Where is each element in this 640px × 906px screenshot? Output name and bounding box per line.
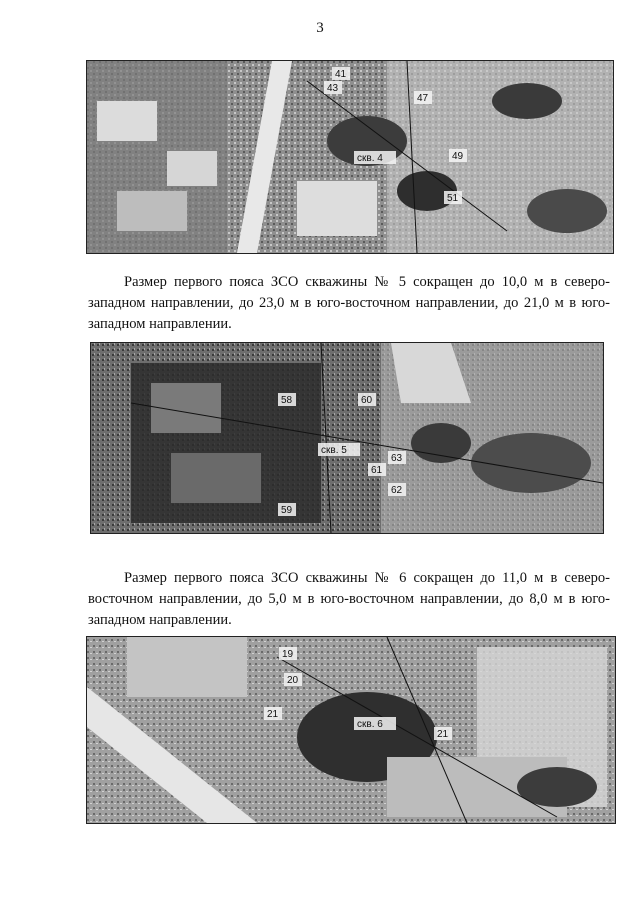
map-label xyxy=(284,673,302,686)
svg-text:скв. 4: скв. 4 xyxy=(357,153,383,164)
map-label xyxy=(279,647,297,660)
map-label xyxy=(354,717,396,730)
paragraph-well-6: Размер первого пояса ЗСО скважины № 6 сокращен до 11,0 м в северо-восточном направлении, до 5,0 м в юго-восточном направлении, до 8,0 м в юго-западном направлении. xyxy=(88,570,610,628)
map-label xyxy=(278,503,296,516)
aerial-map-image xyxy=(87,61,613,253)
map-label xyxy=(318,443,360,456)
svg-text:58: 58 xyxy=(281,395,293,406)
aerial-map-well-6 xyxy=(86,636,616,824)
svg-text:19: 19 xyxy=(282,649,294,660)
map-label xyxy=(264,707,282,720)
map-label xyxy=(354,151,396,164)
svg-text:59: 59 xyxy=(281,505,293,516)
aerial-map-well-5 xyxy=(90,342,604,534)
page-number: 3 xyxy=(316,20,324,36)
aerial-map-well-4 xyxy=(86,60,614,254)
svg-text:21: 21 xyxy=(437,729,449,740)
svg-text:63: 63 xyxy=(391,453,403,464)
map-label xyxy=(444,191,462,204)
svg-text:49: 49 xyxy=(452,151,464,162)
map-label xyxy=(278,393,296,406)
paragraph-well-5: Размер первого пояса ЗСО скважины № 5 сокращен до 10,0 м в северо-западном направлении, до 23,0 м в юго-восточном направлении, до 21,0 м в юго-западном направлении. xyxy=(88,274,610,332)
map-label xyxy=(368,463,386,476)
svg-text:скв. 5: скв. 5 xyxy=(321,445,347,456)
map-label xyxy=(332,67,350,80)
svg-text:21: 21 xyxy=(267,709,279,720)
svg-text:62: 62 xyxy=(391,485,403,496)
map-label xyxy=(449,149,467,162)
svg-text:51: 51 xyxy=(447,193,459,204)
aerial-map-image xyxy=(87,637,615,823)
map-label xyxy=(388,451,406,464)
aerial-map-image xyxy=(91,343,603,533)
map-label xyxy=(358,393,376,406)
svg-text:61: 61 xyxy=(371,465,383,476)
map-label xyxy=(414,91,432,104)
svg-text:20: 20 xyxy=(287,675,299,686)
svg-text:41: 41 xyxy=(335,69,347,80)
svg-text:47: 47 xyxy=(417,93,429,104)
map-label xyxy=(388,483,406,496)
map-label xyxy=(324,81,342,94)
map-label xyxy=(434,727,452,740)
svg-text:60: 60 xyxy=(361,395,373,406)
svg-text:скв. 6: скв. 6 xyxy=(357,719,383,730)
svg-text:43: 43 xyxy=(327,83,339,94)
